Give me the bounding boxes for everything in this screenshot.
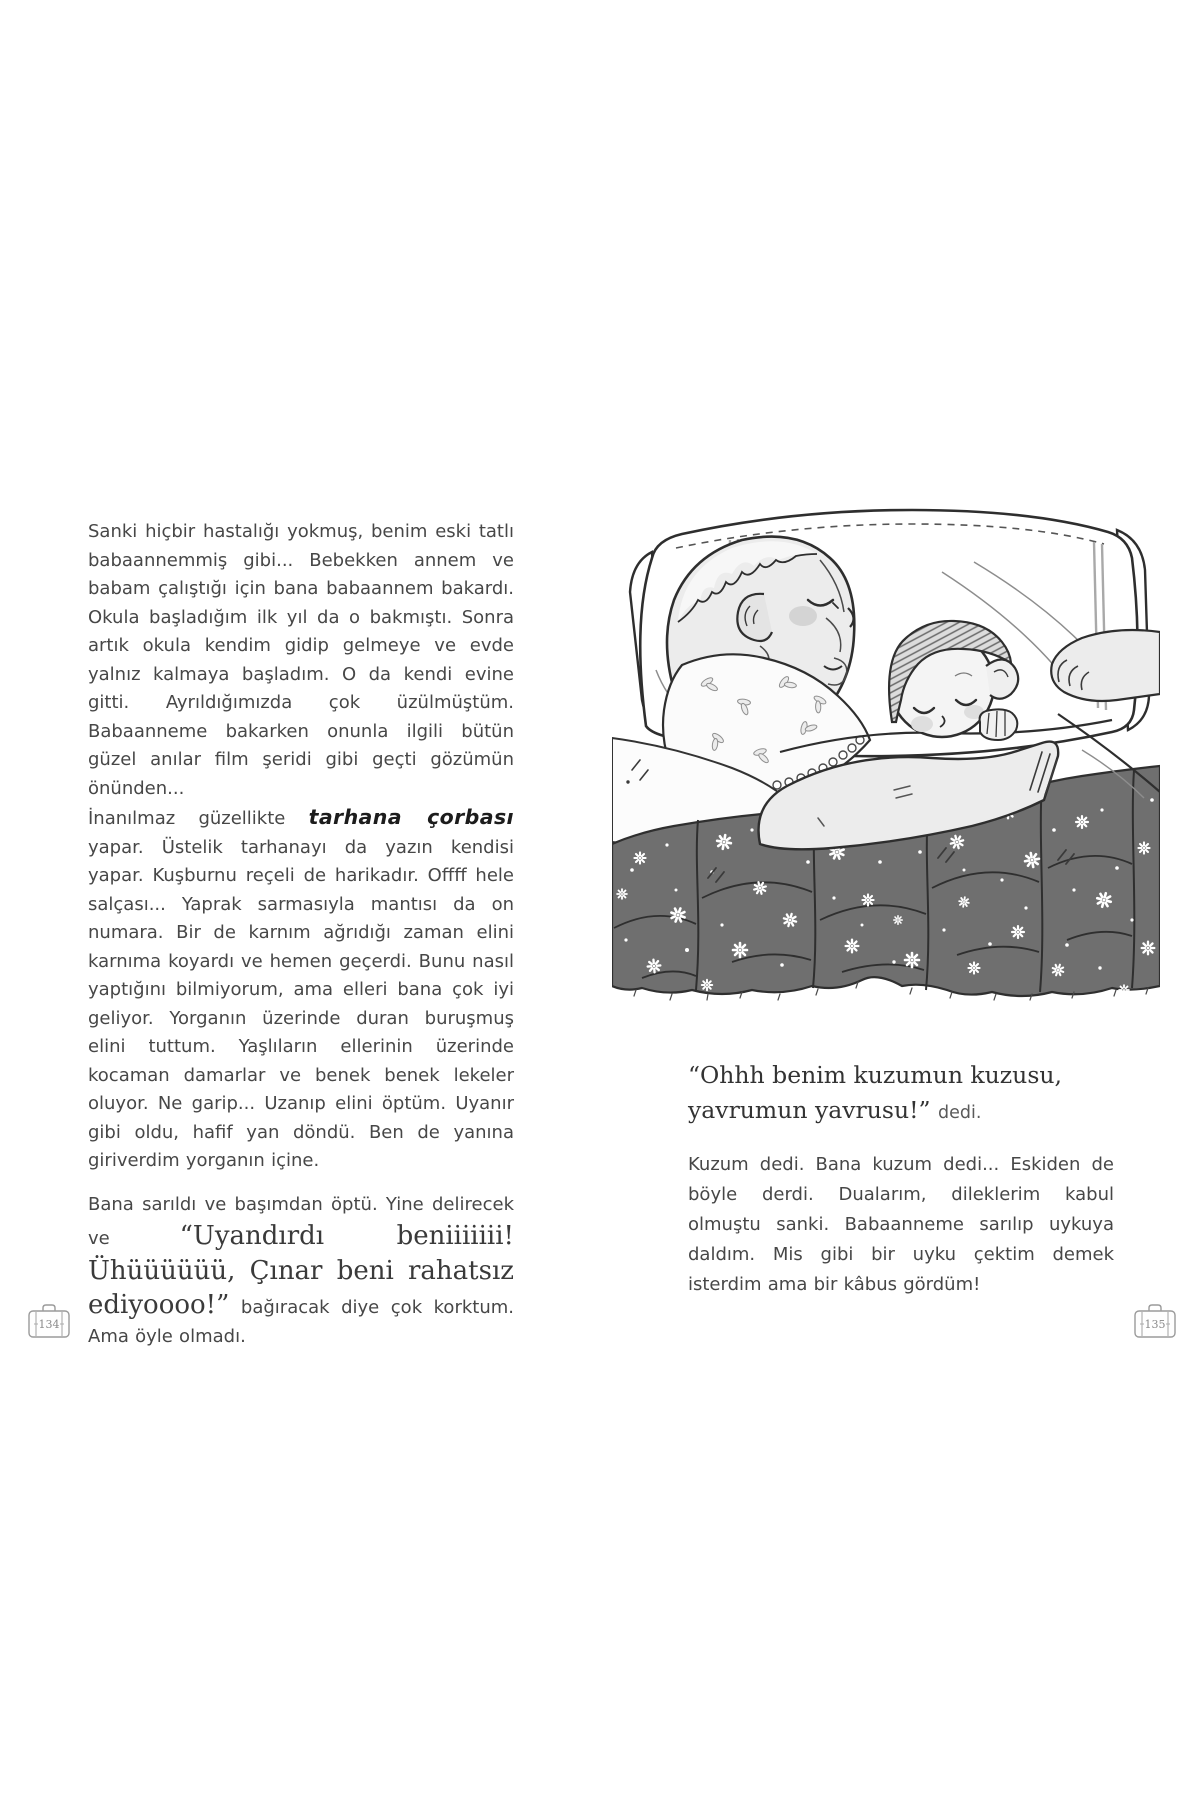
quote-attribution: dedi. [938, 1103, 982, 1123]
right-page-number: 135 [1144, 1318, 1166, 1331]
child-cheek-left [911, 716, 933, 732]
paragraph-2-lead: İnanılmaz güzellikte [88, 808, 309, 829]
left-page-text-column [88, 518, 514, 1351]
child-ear [986, 659, 1018, 698]
left-page-number: 134 [38, 1318, 60, 1331]
left-paragraph-1: Sanki hiçbir hastalığı yokmuş, benim eski tatlı babaannemmiş gibi... Bebekken annem ve babam çalıştığı için bana babaannem bakardı. Okula başladığım ilk yıl da o bakmıştı. Sonra artık okula kendim gidip gelmeye ve evde yalnız kalmaya başladım. O da kendi evine gitti. Ayrıldığımızda çok üzülmüştüm. Babaanneme bakarken onunla ilgili bütün güzel anılar film şeridi gibi geçti gözümün önünden... [88, 521, 514, 799]
dish-name-emphasis: tarhana çorbası [308, 805, 514, 829]
shouted-quote: “Uyandırdı beniiiiiii! Ühüüüüüü, Çınar beni rahatsız ediyoooo!” [88, 1221, 515, 1320]
quote-text: “Ohhh benim kuzumun kuzusu, yavrumun yavrusu!” [688, 1061, 1062, 1124]
grandmother-cheek [789, 606, 817, 626]
suitcase-icon [1132, 1300, 1178, 1342]
child-hand [980, 709, 1018, 740]
paragraph-3-rest: bağıracak diye çok korktum. Ama öyle olmadı. [88, 1297, 514, 1347]
suitcase-icon [26, 1300, 72, 1342]
left-paragraph-2 [88, 803, 514, 1176]
left-paragraph-3 [88, 1191, 514, 1352]
right-paragraph: Kuzum dedi. Bana kuzum dedi... Eskiden de böyle derdi. Dualarım, dileklerim kabul olmuştu sanki. Babaanneme sarılıp uykuya daldım. Mis gibi bir uyku çektim demek isterdim ama bir kâbus gördüm! [688, 1154, 1114, 1295]
bed-illustration [612, 500, 1160, 1016]
right-page-text-column [688, 1150, 1114, 1300]
right-page-quote [688, 1058, 1120, 1131]
child-face [889, 621, 1018, 740]
paragraph-2-rest: yapar. Üstelik tarhanayı da yazın kendisi yapar. Kuşburnu reçeli de harikadır. Offff hele salçası... Yaprak sarmasıyla mantısı da on numara. Bir de karnım ağrıdığı zaman elini karnıma koyardı ve hemen geçerdi. Bunu nasıl yaptığını bilmiyorum, ama elleri bana çok iyi geliyor. Yorganın üzerinde duran buruşmuş elini tuttum. Yaşlıların ellerinin üzerinde kocaman damarlar ve benek benek lekeler oluyor. Ne garip... Uzanıp elini öptüm. Uyanır gibi oldu, hafif yan döndü. Ben de yanına giriverdim yorganın içine. [88, 836, 514, 1171]
paragraph-3-lead: Bana sarıldı ve başımdan öptü. Yine delirecek ve [88, 1193, 514, 1249]
